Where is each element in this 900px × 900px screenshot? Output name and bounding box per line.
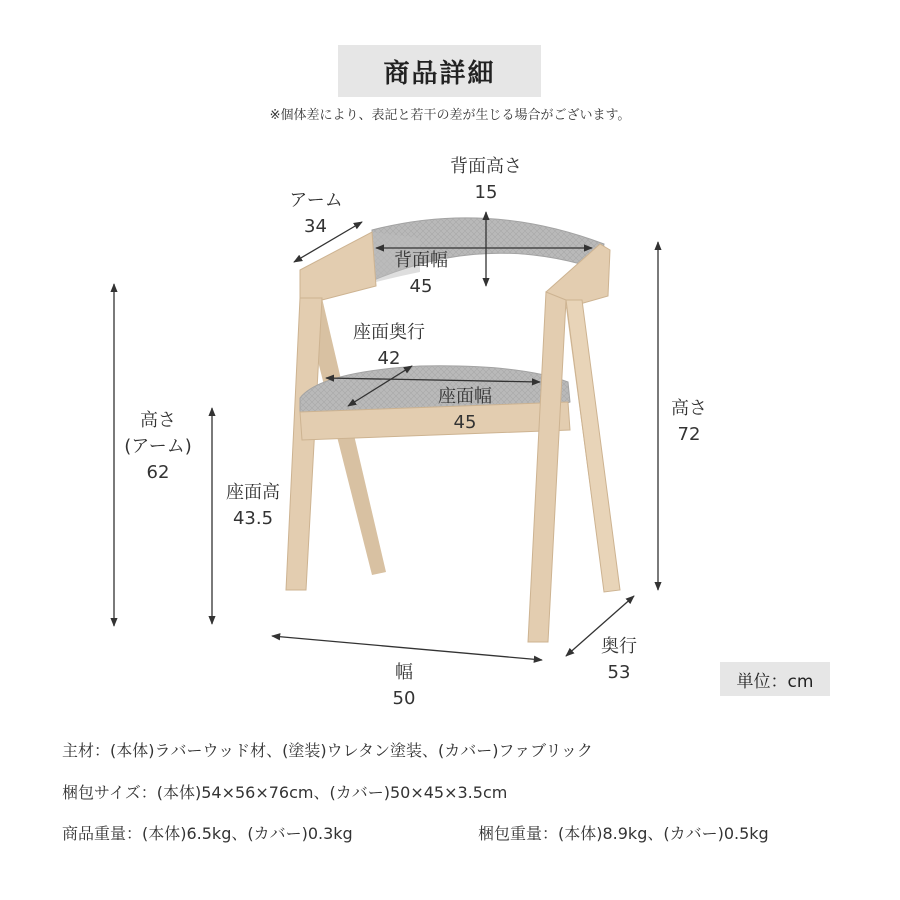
back-width-label xyxy=(376,248,466,300)
back-height-label xyxy=(436,154,536,206)
depth-label xyxy=(584,634,654,686)
spec-package-weight: 梱包重量：(本体)8.9kg、(カバー)0.5kg xyxy=(478,824,769,843)
spec-package-size: 梱包サイズ：(本体)54×56×76cm、(カバー)50×45×3.5cm xyxy=(62,783,508,802)
width-value: 50 xyxy=(392,688,416,709)
spec-material: 主材：(本体)ラバーウッド材、(塗装)ウレタン塗装、(カバー)ファブリック xyxy=(62,741,593,760)
height-value: 72 xyxy=(677,424,701,445)
depth-value: 53 xyxy=(607,662,631,683)
height-label xyxy=(654,396,724,448)
arm-value: 34 xyxy=(304,216,327,237)
seat-height-value: 43.5 xyxy=(232,508,274,529)
seat-depth-label xyxy=(334,320,444,372)
width-text: 幅 xyxy=(395,662,413,683)
back-width-value: 45 xyxy=(409,276,433,297)
back-height-value: 15 xyxy=(474,182,498,203)
chair-right-arm xyxy=(528,244,620,642)
unit-badge: 単位：cm xyxy=(720,662,830,696)
page-title: 商品詳細 xyxy=(338,45,541,97)
spec-product-weight: 商品重量：(本体)6.5kg、(カバー)0.3kg xyxy=(62,824,353,843)
height-arm-text2: (アーム) xyxy=(124,436,192,457)
depth-text: 奥行 xyxy=(601,636,637,657)
seat-depth-text: 座面奥行 xyxy=(353,322,425,343)
seat-width-value: 45 xyxy=(453,412,477,433)
height-arm-label xyxy=(108,408,208,486)
seat-height-text: 座面高 xyxy=(226,482,280,503)
height-arm-value: 62 xyxy=(146,462,170,483)
disclaimer-note: ※個体差により、表記と若干の差が生じる場合がございます。 xyxy=(269,108,631,123)
seat-width-text: 座面幅 xyxy=(438,386,492,407)
seat-height-label xyxy=(208,480,298,532)
arm-label xyxy=(276,188,356,240)
height-arm-text: 高さ xyxy=(140,410,176,431)
arm-text: アーム xyxy=(289,190,343,211)
width-label xyxy=(364,660,444,712)
width-arrow xyxy=(272,636,542,660)
height-text: 高さ xyxy=(671,398,707,419)
seat-depth-value: 42 xyxy=(377,348,401,369)
seat-width-label xyxy=(420,384,510,436)
back-height-text: 背面高さ xyxy=(450,156,522,177)
back-width-text: 背面幅 xyxy=(394,250,448,271)
